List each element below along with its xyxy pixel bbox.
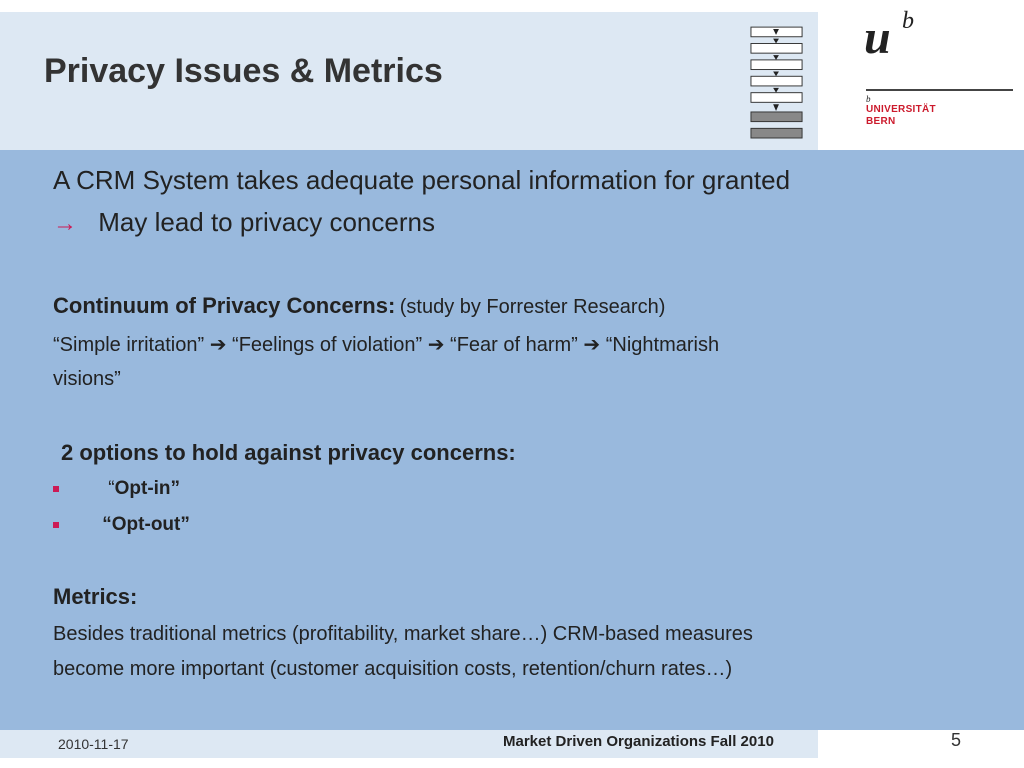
arrow-right-icon: → (53, 210, 77, 237)
opt-out-label: “Opt-out” (102, 514, 190, 535)
university-logo-b: b (902, 8, 914, 34)
university-name-line1: UNIVERSITÄT (866, 104, 936, 115)
options-heading: 2 options to hold against privacy concerns: (61, 440, 516, 465)
opt-in-label: Opt-in” (114, 478, 181, 499)
stage-1: “Simple irritation” (53, 334, 205, 356)
metrics-heading: Metrics: (53, 584, 138, 609)
university-name-line2: BERN (866, 116, 896, 127)
university-logo-u: u (864, 11, 891, 64)
continuum-heading: Continuum of Privacy Concerns: (53, 293, 396, 318)
bullet-icon (53, 522, 59, 528)
continuum-stages (53, 332, 719, 357)
university-name (866, 104, 936, 128)
footer-course: Market Driven Organizations Fall 2010 (503, 733, 774, 750)
stage-4: “Nightmarish (605, 334, 720, 356)
metrics-line-1: Besides traditional metrics (profitability, market share…) CRM-based measures (53, 623, 753, 645)
page-number: 5 (951, 730, 962, 750)
intro-text: A CRM System takes adequate personal information for granted (53, 165, 791, 195)
slide-title: Privacy Issues & Metrics (44, 52, 443, 90)
option-opt-in (53, 478, 180, 500)
opt-in-quote: “ (108, 478, 115, 499)
continuum-source: (study by Forrester Research) (399, 296, 666, 318)
continuum-line (53, 293, 665, 319)
arrow-right-icon: ➔ (583, 334, 601, 356)
slide-body (0, 150, 1024, 730)
logo-small-b: b (866, 94, 871, 104)
stage-3: “Fear of harm” (450, 334, 578, 356)
metrics-line-2: become more important (customer acquisition costs, retention/churn rates…) (53, 658, 733, 680)
slide-header (0, 0, 1024, 150)
option-opt-out (53, 514, 190, 536)
slide-footer (0, 730, 1024, 768)
lead-line (53, 207, 435, 238)
bullet-icon (53, 486, 59, 492)
logo-divider (866, 89, 1013, 91)
arrow-right-icon: ➔ (427, 334, 445, 356)
stage-2: “Feelings of violation” (232, 334, 423, 356)
lead-text: May lead to privacy concerns (98, 207, 435, 237)
footer-date: 2010-11-17 (58, 736, 129, 752)
stage-4-cont: visions” (53, 368, 121, 390)
arrow-right-icon: ➔ (209, 334, 227, 356)
process-stack-icon (750, 24, 804, 144)
